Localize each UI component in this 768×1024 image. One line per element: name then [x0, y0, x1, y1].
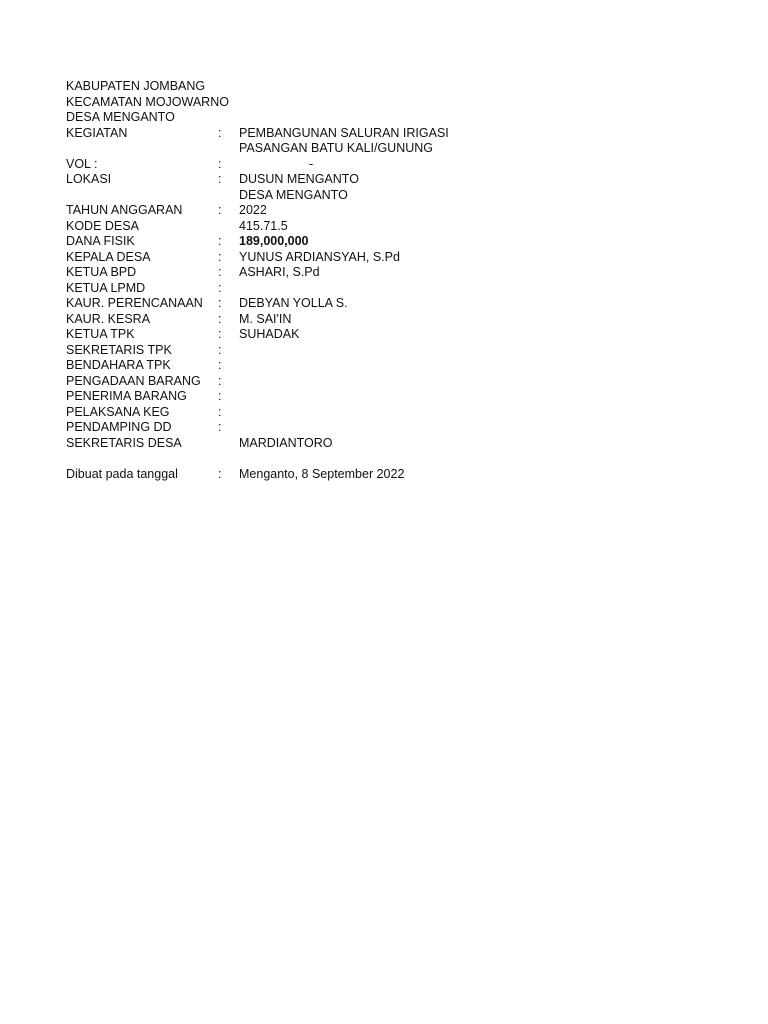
header-kabupaten — [66, 79, 726, 95]
sekretaris-tpk-colon: : — [218, 342, 222, 357]
sekretaris-desa-value: MARDIANTORO — [239, 435, 333, 450]
kode-desa-value: 415.71.5 — [239, 218, 288, 233]
kepala-desa-value: YUNUS ARDIANSYAH, S.Pd — [239, 249, 400, 264]
row-kaur-kesra — [66, 312, 726, 328]
ketua-lpmd-label: KETUA LPMD — [66, 280, 146, 295]
lokasi-label: LOKASI — [66, 172, 112, 186]
ketua-tpk-label: KETUA TPK — [66, 327, 135, 341]
ketua-bpd-colon: : — [218, 265, 222, 279]
ketua-bpd-value: ASHARI, S.Pd — [239, 265, 320, 279]
blank-line — [66, 451, 726, 467]
ketua-bpd-label: KETUA BPD — [66, 265, 137, 279]
kecamatan-text: KECAMATAN MOJOWARNO — [66, 94, 229, 109]
bendahara-tpk-label: BENDAHARA TPK — [66, 358, 171, 372]
tahun-anggaran-value: 2022 — [239, 203, 267, 217]
row-pendamping-dd — [66, 420, 726, 436]
row-kegiatan-cont — [66, 141, 726, 157]
row-tahun-anggaran — [66, 203, 726, 219]
row-ketua-tpk — [66, 327, 726, 343]
document-body — [66, 79, 726, 482]
vol-label: VOL : — [66, 156, 98, 171]
pengadaan-barang-label: PENGADAAN BARANG — [66, 373, 201, 388]
dana-fisik-value: 189,000,000 — [239, 234, 309, 248]
row-dana-fisik — [66, 234, 726, 250]
vol-colon: : — [218, 156, 222, 171]
ketua-lpmd-colon: : — [218, 280, 222, 295]
penerima-barang-colon: : — [218, 389, 222, 403]
row-kegiatan — [66, 126, 726, 142]
row-sekretaris-tpk — [66, 343, 726, 359]
ketua-tpk-colon: : — [218, 327, 222, 341]
dibuat-tanggal-colon: : — [218, 466, 222, 481]
header-kecamatan — [66, 95, 726, 111]
row-vol — [66, 157, 726, 173]
pelaksana-keg-label: PELAKSANA KEG — [66, 404, 170, 419]
vol-value: - — [309, 156, 314, 171]
pelaksana-keg-colon: : — [218, 404, 222, 419]
lokasi-colon: : — [218, 172, 222, 186]
kaur-perencanaan-value: DEBYAN YOLLA S. — [239, 296, 348, 310]
row-ketua-bpd — [66, 265, 726, 281]
pendamping-dd-label: PENDAMPING DD — [66, 420, 172, 434]
desa-text: DESA MENGANTO — [66, 110, 175, 124]
kegiatan-colon: : — [218, 125, 222, 140]
row-bendahara-tpk — [66, 358, 726, 374]
dana-fisik-colon: : — [218, 234, 222, 248]
dana-fisik-label: DANA FISIK — [66, 234, 135, 248]
row-lokasi — [66, 172, 726, 188]
tahun-anggaran-label: TAHUN ANGGARAN — [66, 203, 183, 217]
bendahara-tpk-colon: : — [218, 358, 222, 372]
sekretaris-desa-label: SEKRETARIS DESA — [66, 435, 182, 450]
kegiatan-label: KEGIATAN — [66, 125, 128, 140]
dibuat-tanggal-value: Menganto, 8 September 2022 — [239, 466, 405, 481]
row-kaur-perencanaan — [66, 296, 726, 312]
kegiatan-value-line1: PEMBANGUNAN SALURAN IRIGASI — [239, 125, 449, 140]
ketua-tpk-value: SUHADAK — [239, 327, 300, 341]
kegiatan-value-line2: PASANGAN BATU KALI/GUNUNG — [239, 141, 434, 155]
sekretaris-tpk-label: SEKRETARIS TPK — [66, 342, 172, 357]
penerima-barang-label: PENERIMA BARANG — [66, 389, 187, 403]
kaur-perencanaan-colon: : — [218, 296, 222, 310]
tahun-anggaran-colon: : — [218, 203, 222, 217]
kaur-kesra-colon: : — [218, 311, 222, 326]
row-ketua-lpmd — [66, 281, 726, 297]
row-dibuat-tanggal — [66, 467, 726, 483]
kaur-kesra-value: M. SAI'IN — [239, 311, 292, 326]
row-pengadaan-barang — [66, 374, 726, 390]
header-desa — [66, 110, 726, 126]
kabupaten-text: KABUPATEN JOMBANG — [66, 79, 206, 93]
row-sekretaris-desa — [66, 436, 726, 452]
row-penerima-barang — [66, 389, 726, 405]
row-pelaksana-keg — [66, 405, 726, 421]
dibuat-tanggal-label: Dibuat pada tanggal — [66, 466, 178, 481]
kepala-desa-colon: : — [218, 249, 222, 264]
lokasi-value-line2: DESA MENGANTO — [239, 187, 348, 202]
kepala-desa-label: KEPALA DESA — [66, 249, 151, 264]
lokasi-value-line1: DUSUN MENGANTO — [239, 172, 359, 186]
kaur-kesra-label: KAUR. KESRA — [66, 311, 151, 326]
pengadaan-barang-colon: : — [218, 373, 222, 388]
pendamping-dd-colon: : — [218, 420, 222, 434]
row-kode-desa — [66, 219, 726, 235]
kaur-perencanaan-label: KAUR. PERENCANAAN — [66, 296, 203, 310]
row-kepala-desa — [66, 250, 726, 266]
kode-desa-label: KODE DESA — [66, 218, 139, 233]
row-lokasi-cont — [66, 188, 726, 204]
